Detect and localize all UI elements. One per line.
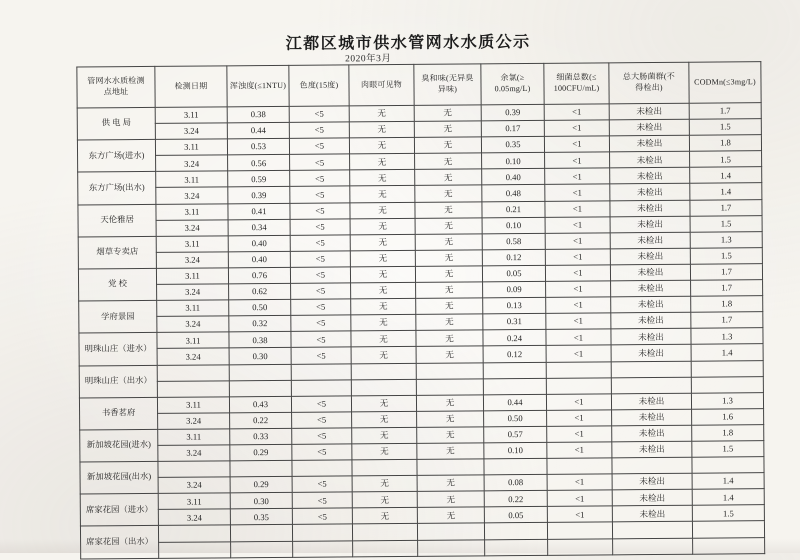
column-header: 细菌总数(≤ 100CFU/mL): [544, 63, 609, 105]
value-cell: 0.17: [481, 120, 544, 137]
value-cell: 3.24: [156, 187, 228, 204]
value-cell: 3.24: [156, 155, 228, 172]
value-cell: 未检出: [610, 248, 690, 265]
value-cell: [484, 523, 547, 540]
value-cell: 无: [415, 250, 482, 267]
value-cell: 3.11: [158, 429, 230, 446]
value-cell: <5: [290, 202, 350, 219]
value-cell: <5: [291, 283, 351, 300]
value-cell: 0.40: [482, 169, 545, 186]
value-cell: [484, 458, 547, 475]
value-cell: 0.34: [228, 219, 290, 236]
column-header: 色度(15度): [289, 65, 349, 106]
value-cell: 未检出: [611, 393, 691, 410]
value-cell: [546, 377, 611, 394]
value-cell: [612, 522, 692, 539]
value-cell: <5: [292, 492, 352, 509]
value-cell: 无: [414, 121, 481, 138]
value-cell: <5: [291, 331, 351, 348]
value-cell: <5: [289, 138, 349, 155]
value-cell: [691, 360, 763, 377]
value-cell: [292, 460, 352, 477]
value-cell: [157, 380, 229, 397]
value-cell: 无: [417, 507, 484, 524]
location-cell: 明珠山庄（进水）: [79, 333, 157, 366]
value-cell: 1.4: [692, 473, 764, 490]
value-cell: 未检出: [610, 200, 690, 217]
value-cell: 0.10: [482, 217, 545, 234]
value-cell: 0.12: [482, 249, 545, 266]
location-cell: 学府景园: [79, 301, 157, 334]
value-cell: 无: [417, 411, 484, 428]
value-cell: 未检出: [612, 506, 692, 523]
value-cell: <1: [546, 394, 611, 411]
value-cell: 0.57: [484, 426, 547, 443]
column-header: 余氯(≥ 0.05mg/L): [481, 63, 544, 104]
value-cell: 无: [352, 411, 417, 428]
value-cell: 0.10: [484, 442, 547, 459]
value-cell: 0.44: [483, 394, 546, 411]
value-cell: 未检出: [611, 280, 691, 297]
value-cell: <5: [292, 412, 352, 429]
value-cell: 无: [352, 476, 417, 493]
water-quality-table: [76, 61, 765, 559]
location-cell: 席家花园（出水）: [80, 526, 158, 559]
value-cell: 无: [349, 121, 414, 138]
value-cell: 0.58: [482, 233, 545, 250]
value-cell: 未检出: [612, 489, 692, 506]
value-cell: 0.30: [230, 493, 292, 510]
value-cell: 3.24: [156, 252, 228, 269]
value-cell: [293, 540, 353, 557]
column-header: CODMn(≤3mg/L): [689, 62, 761, 104]
value-cell: 无: [417, 443, 484, 460]
value-cell: 无: [349, 138, 414, 155]
column-header: 管网水水质检测 点地址: [77, 66, 155, 108]
value-cell: <5: [291, 299, 351, 316]
value-cell: 1.4: [692, 489, 764, 506]
value-cell: <1: [547, 490, 612, 507]
page-subtitle: 2020年3月: [0, 47, 738, 67]
value-cell: [416, 378, 483, 395]
value-cell: 0.33: [230, 428, 292, 445]
value-cell: 未检出: [611, 312, 691, 329]
value-cell: 0.08: [484, 475, 547, 492]
location-cell: 东方广场(进水): [77, 140, 155, 173]
value-cell: 无: [416, 330, 483, 347]
column-header: 总大肠菌群(不 得检出): [609, 62, 689, 104]
value-cell: [548, 538, 613, 555]
value-cell: 3.24: [158, 445, 230, 462]
value-cell: <1: [545, 184, 610, 201]
value-cell: 无: [349, 105, 414, 122]
value-cell: 未检出: [610, 216, 690, 233]
value-cell: 3.24: [157, 284, 229, 301]
value-cell: [291, 363, 351, 380]
value-cell: [417, 459, 484, 476]
value-cell: <1: [547, 426, 612, 443]
location-cell: 天伦雅居: [78, 204, 156, 237]
value-cell: <1: [547, 410, 612, 427]
value-cell: 未检出: [610, 152, 690, 169]
value-cell: 1.6: [692, 408, 764, 425]
value-cell: 3.24: [158, 509, 230, 526]
location-cell: 新加坡花园(进水): [80, 429, 158, 462]
value-cell: <5: [292, 476, 352, 493]
value-cell: [611, 377, 691, 394]
value-cell: 0.29: [230, 444, 292, 461]
value-cell: <1: [547, 442, 612, 459]
value-cell: [546, 361, 611, 378]
value-cell: <1: [546, 313, 611, 330]
value-cell: 0.40: [228, 235, 290, 252]
value-cell: 3.11: [157, 332, 229, 349]
value-cell: 无: [416, 314, 483, 331]
value-cell: 0.29: [230, 477, 292, 494]
value-cell: 0.10: [482, 153, 545, 170]
value-cell: 0.62: [229, 283, 291, 300]
value-cell: <1: [544, 120, 609, 137]
value-cell: [231, 541, 293, 558]
value-cell: <1: [545, 152, 610, 169]
value-cell: 3.11: [157, 300, 229, 317]
value-cell: <5: [290, 219, 350, 236]
value-cell: 0.48: [482, 185, 545, 202]
value-cell: 1.7: [690, 264, 762, 281]
value-cell: <5: [291, 315, 351, 332]
value-cell: <5: [290, 170, 350, 187]
value-cell: 0.32: [229, 316, 291, 333]
value-cell: 未检出: [612, 473, 692, 490]
value-cell: 未检出: [612, 409, 692, 426]
value-cell: <1: [544, 136, 609, 153]
column-header: 浑浊度(≤1NTU): [227, 65, 289, 106]
value-cell: 1.7: [689, 103, 761, 120]
value-cell: [691, 376, 763, 393]
value-cell: 3.24: [158, 413, 230, 430]
value-cell: 无: [417, 491, 484, 508]
value-cell: 无: [416, 346, 483, 363]
value-cell: 无: [417, 475, 484, 492]
value-cell: 无: [416, 298, 483, 315]
value-cell: [352, 459, 417, 476]
value-cell: 无: [416, 395, 483, 412]
value-cell: 0.31: [483, 314, 546, 331]
value-cell: <1: [546, 329, 611, 346]
value-cell: 无: [351, 347, 416, 364]
value-cell: 3.11: [155, 139, 227, 156]
value-cell: <5: [290, 251, 350, 268]
value-cell: <1: [545, 233, 610, 250]
value-cell: <5: [290, 154, 350, 171]
value-cell: 0.24: [483, 330, 546, 347]
value-cell: 0.50: [484, 410, 547, 427]
value-cell: 无: [352, 492, 417, 509]
value-cell: 1.4: [690, 167, 762, 184]
value-cell: 无: [351, 299, 416, 316]
value-cell: 无: [350, 218, 415, 235]
value-cell: 1.4: [690, 183, 762, 200]
value-cell: 未检出: [610, 264, 690, 281]
value-cell: <5: [290, 267, 350, 284]
value-cell: 3.11: [158, 493, 230, 510]
value-cell: 3.11: [155, 107, 227, 124]
value-cell: [547, 458, 612, 475]
value-cell: [416, 362, 483, 379]
column-header: 臭和味(无异臭 异味): [414, 64, 481, 106]
value-cell: 未检出: [611, 329, 691, 346]
value-cell: 无: [351, 282, 416, 299]
value-cell: <5: [290, 235, 350, 252]
location-cell: 席家花园（进水）: [80, 494, 158, 527]
value-cell: 3.24: [157, 348, 229, 365]
value-cell: [611, 361, 691, 378]
value-cell: [292, 524, 352, 541]
value-cell: <5: [289, 122, 349, 139]
value-cell: 未检出: [610, 184, 690, 201]
value-cell: <1: [545, 265, 610, 282]
value-cell: 无: [352, 443, 417, 460]
value-cell: 0.44: [227, 122, 289, 139]
value-cell: <1: [544, 104, 609, 121]
value-cell: 无: [350, 266, 415, 283]
value-cell: 0.38: [227, 106, 289, 123]
value-cell: 3.11: [157, 397, 229, 414]
value-cell: <1: [545, 249, 610, 266]
value-cell: [291, 379, 351, 396]
value-cell: [158, 461, 230, 478]
value-cell: 0.39: [481, 104, 544, 121]
value-cell: 0.56: [228, 155, 290, 172]
value-cell: 0.35: [481, 137, 544, 154]
value-cell: 1.7: [691, 312, 763, 329]
value-cell: [229, 364, 291, 381]
value-cell: <1: [546, 297, 611, 314]
value-cell: 3.11: [156, 203, 228, 220]
value-cell: 0.09: [483, 281, 546, 298]
location-cell: 新加坡花园(出水): [80, 461, 158, 494]
value-cell: 1.5: [692, 441, 764, 458]
value-cell: 1.5: [690, 151, 762, 168]
value-cell: 1.8: [692, 425, 764, 442]
value-cell: 0.76: [228, 267, 290, 284]
location-cell: 供 电 局: [77, 107, 155, 140]
location-cell: 书香茗府: [79, 397, 157, 430]
page-title: 江都区城市供水管网水水质公示: [0, 27, 800, 56]
value-cell: 无: [415, 234, 482, 251]
value-cell: [159, 541, 231, 558]
value-cell: <1: [547, 506, 612, 523]
value-cell: 0.59: [228, 171, 290, 188]
value-cell: [230, 460, 292, 477]
value-cell: 无: [350, 234, 415, 251]
value-cell: 0.53: [227, 139, 289, 156]
value-cell: 未检出: [609, 119, 689, 136]
value-cell: 3.11: [156, 236, 228, 253]
value-cell: 无: [415, 169, 482, 186]
value-cell: 0.05: [484, 507, 547, 524]
value-cell: <5: [291, 347, 351, 364]
value-cell: 0.22: [484, 491, 547, 508]
value-cell: 无: [351, 331, 416, 348]
value-cell: [483, 362, 546, 379]
value-cell: 未检出: [609, 135, 689, 152]
value-cell: <1: [546, 281, 611, 298]
value-cell: <1: [545, 200, 610, 217]
location-cell: 党 校: [78, 268, 156, 301]
value-cell: 未检出: [610, 168, 690, 185]
value-cell: [692, 521, 764, 538]
value-cell: <5: [291, 396, 351, 413]
value-cell: [157, 364, 229, 381]
value-cell: <1: [545, 217, 610, 234]
location-cell: 烟草专卖店: [78, 236, 156, 269]
value-cell: 无: [352, 427, 417, 444]
value-cell: 无: [415, 266, 482, 283]
value-cell: 未检出: [612, 425, 692, 442]
value-cell: 未检出: [612, 441, 692, 458]
value-cell: 0.40: [228, 251, 290, 268]
value-cell: 无: [414, 105, 481, 122]
table-body: [77, 103, 765, 559]
value-cell: 无: [415, 218, 482, 235]
value-cell: 无: [352, 508, 417, 525]
value-cell: [353, 540, 418, 557]
location-cell: 明珠山庄（出水）: [79, 365, 157, 398]
value-cell: 无: [350, 186, 415, 203]
value-cell: 1.3: [691, 392, 763, 409]
value-cell: 0.43: [229, 396, 291, 413]
value-cell: 1.7: [690, 199, 762, 216]
value-cell: 无: [350, 154, 415, 171]
value-cell: 1.3: [691, 328, 763, 345]
value-cell: 1.5: [690, 215, 762, 232]
value-cell: <5: [292, 444, 352, 461]
value-cell: [351, 363, 416, 380]
value-cell: 0.50: [229, 299, 291, 316]
table-header: [77, 62, 761, 108]
value-cell: 未检出: [611, 345, 691, 362]
value-cell: 3.24: [156, 220, 228, 237]
value-cell: 0.05: [482, 265, 545, 282]
value-cell: <1: [546, 345, 611, 362]
value-cell: 0.21: [482, 201, 545, 218]
value-cell: [693, 537, 765, 554]
value-cell: 0.41: [228, 203, 290, 220]
location-cell: 东方广场(出水): [78, 172, 156, 205]
value-cell: 无: [415, 201, 482, 218]
value-cell: [483, 378, 546, 395]
header-row: [77, 62, 761, 108]
value-cell: 1.7: [691, 280, 763, 297]
value-cell: <5: [292, 508, 352, 525]
value-cell: 无: [417, 427, 484, 444]
value-cell: 0.38: [229, 332, 291, 349]
value-cell: 3.24: [155, 123, 227, 140]
value-cell: 无: [351, 395, 416, 412]
value-cell: [418, 539, 485, 556]
value-cell: 1.4: [691, 344, 763, 361]
value-cell: <5: [289, 106, 349, 123]
value-cell: 3.11: [156, 171, 228, 188]
value-cell: 3.24: [157, 316, 229, 333]
value-cell: <5: [290, 186, 350, 203]
value-cell: 0.35: [230, 509, 292, 526]
value-cell: <1: [545, 168, 610, 185]
value-cell: [547, 522, 612, 539]
value-cell: [351, 379, 416, 396]
value-cell: 1.8: [691, 296, 763, 313]
value-cell: 1.3: [690, 231, 762, 248]
value-cell: 无: [350, 250, 415, 267]
value-cell: 无: [415, 153, 482, 170]
value-cell: 无: [350, 202, 415, 219]
value-cell: [229, 380, 291, 397]
value-cell: 3.24: [158, 477, 230, 494]
value-cell: 0.22: [230, 412, 292, 429]
value-cell: 无: [351, 315, 416, 332]
value-cell: 无: [415, 185, 482, 202]
column-header: 肉眼可见物: [349, 64, 414, 106]
value-cell: 3.11: [156, 268, 228, 285]
value-cell: 0.12: [483, 346, 546, 363]
value-cell: 未检出: [610, 232, 690, 249]
value-cell: <5: [292, 428, 352, 445]
value-cell: 未检出: [609, 103, 689, 120]
value-cell: 无: [414, 137, 481, 154]
value-cell: 1.5: [692, 505, 764, 522]
value-cell: 1.5: [689, 119, 761, 136]
value-cell: [230, 525, 292, 542]
value-cell: 0.13: [483, 297, 546, 314]
value-cell: 0.39: [228, 187, 290, 204]
column-header: 检测日期: [155, 66, 227, 108]
value-cell: <1: [547, 474, 612, 491]
value-cell: 1.5: [690, 247, 762, 264]
value-cell: [352, 524, 417, 541]
value-cell: 0.30: [229, 348, 291, 365]
value-cell: 无: [350, 170, 415, 187]
value-cell: 无: [416, 282, 483, 299]
value-cell: [158, 525, 230, 542]
value-cell: [612, 457, 692, 474]
value-cell: [692, 457, 764, 474]
value-cell: 未检出: [611, 296, 691, 313]
value-cell: [613, 538, 693, 555]
value-cell: 1.8: [689, 135, 761, 152]
value-cell: [417, 523, 484, 540]
